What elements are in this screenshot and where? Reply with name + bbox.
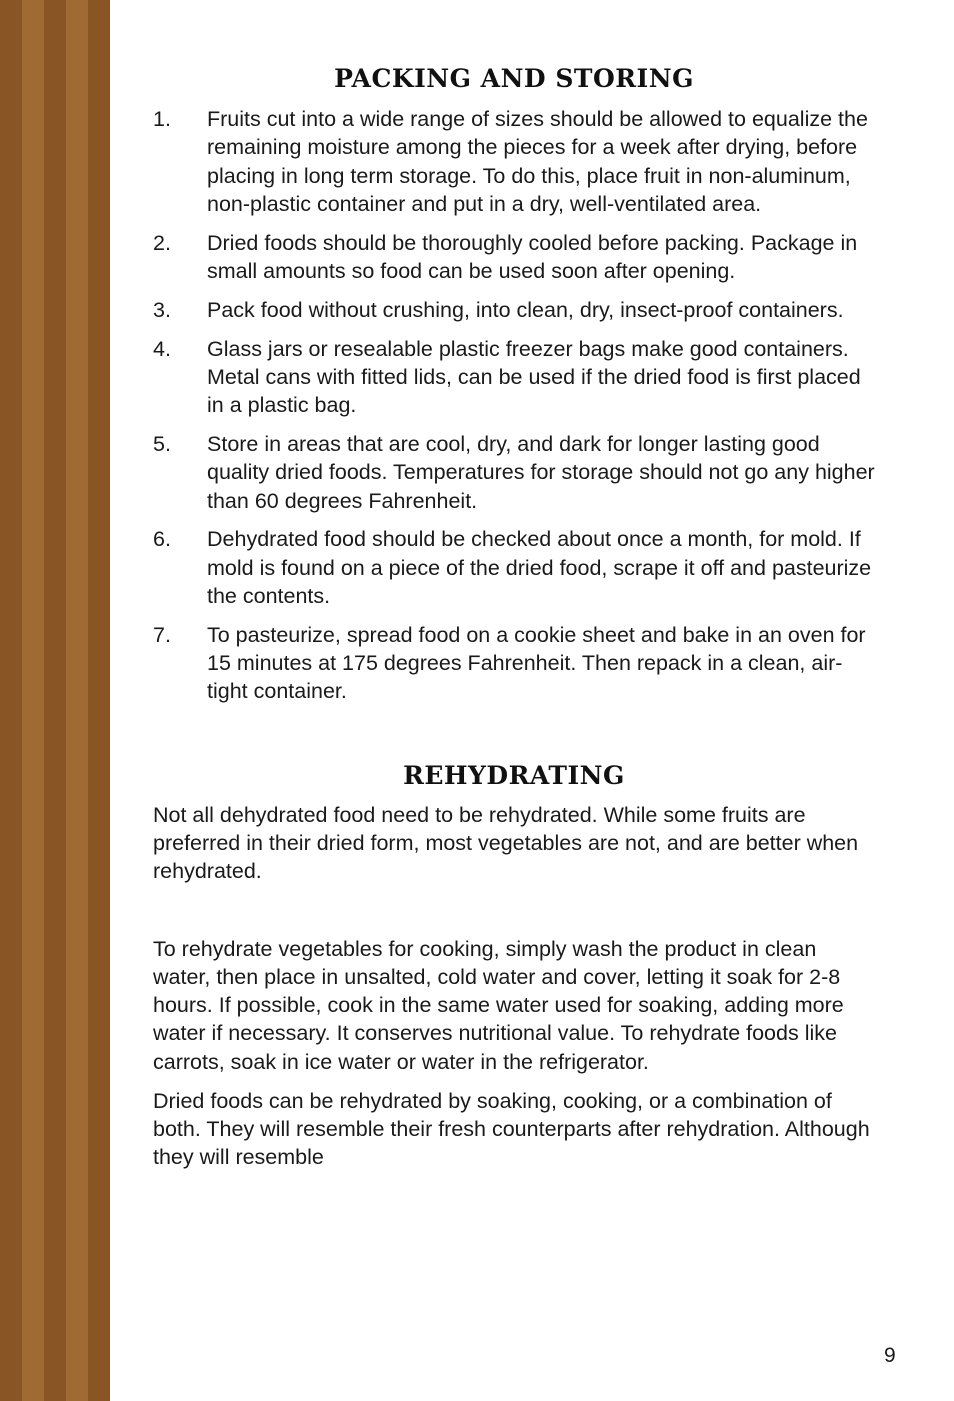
page-content xyxy=(153,64,875,1171)
rehydrating-paragraph-3: Dried foods can be rehydrated by soaking, cooking, or a combination of both. They will resemble their fresh counterparts after rehydration. Although they will resemble xyxy=(153,1088,870,1170)
list-item xyxy=(153,296,875,324)
list-item xyxy=(153,105,875,218)
list-item xyxy=(153,621,875,706)
list-item-text: To pasteurize, spread food on a cookie sheet and bake in an oven for 15 minutes at 175 degrees Fahrenheit. Then repack in a clean, air-tight container. xyxy=(207,622,866,704)
list-item-number: 2. xyxy=(153,230,171,255)
list-item xyxy=(153,430,875,515)
heading-rehydrating: REHYDRATING xyxy=(403,760,625,790)
heading-packing-and-storing: PACKING AND STORING xyxy=(334,64,694,93)
list-item-text: Pack food without crushing, into clean, dry, insect-proof containers. xyxy=(207,297,844,322)
decorative-side-stripe xyxy=(0,0,110,1401)
list-item-number: 3. xyxy=(153,297,171,322)
list-item-number: 6. xyxy=(153,527,171,552)
list-item xyxy=(153,229,875,286)
list-item-text: Dehydrated food should be checked about once a month, for mold. If mold is found on a piece of the dried food, scrape it off and pasteurize the contents. xyxy=(207,527,872,608)
list-item xyxy=(153,335,875,420)
rehydrating-paragraph-2: To rehydrate vegetables for cooking, simply wash the product in clean water, then place in unsalted, cold water and cover, letting it soak for 2-8 hours. If possible, cook in the same water used for soaking, adding more water if necessary. It conserves nutritional value. To rehydrate foods like carrots, soak in ice water or water in the refrigerator. xyxy=(153,936,844,1074)
list-item-text: Store in areas that are cool, dry, and dark for longer lasting good quality dried foods. Temperatures for storage should not go any higher than 60 degrees Fahrenheit. xyxy=(207,431,875,513)
page-number: 9 xyxy=(884,1344,896,1367)
list-item-number: 4. xyxy=(153,336,171,361)
list-item-number: 5. xyxy=(153,431,171,456)
list-item-number: 7. xyxy=(153,622,171,647)
list-item-number: 1. xyxy=(153,107,171,131)
list-item-text: Dried foods should be thoroughly cooled before packing. Package in small amounts so food can be used soon after opening. xyxy=(207,230,858,283)
list-item-text: Fruits cut into a wide range of sizes should be allowed to equalize the remaining moisture among the pieces for a week after drying, before placing in long term storage. To do this, place fruit in non-aluminum, non-plastic container and put in a dry, well-ventilated area. xyxy=(207,107,868,216)
list-item-text: Glass jars or resealable plastic freezer bags make good containers. Metal cans with fitted lids, can be used if the dried food is first placed in a plastic bag. xyxy=(207,336,861,418)
packing-steps-list xyxy=(153,105,875,706)
list-item xyxy=(153,525,875,610)
rehydrating-paragraph-1: Not all dehydrated food need to be rehydrated. While some fruits are preferred in their dried form, most vegetables are not, and are better when rehydrated. xyxy=(153,802,859,884)
